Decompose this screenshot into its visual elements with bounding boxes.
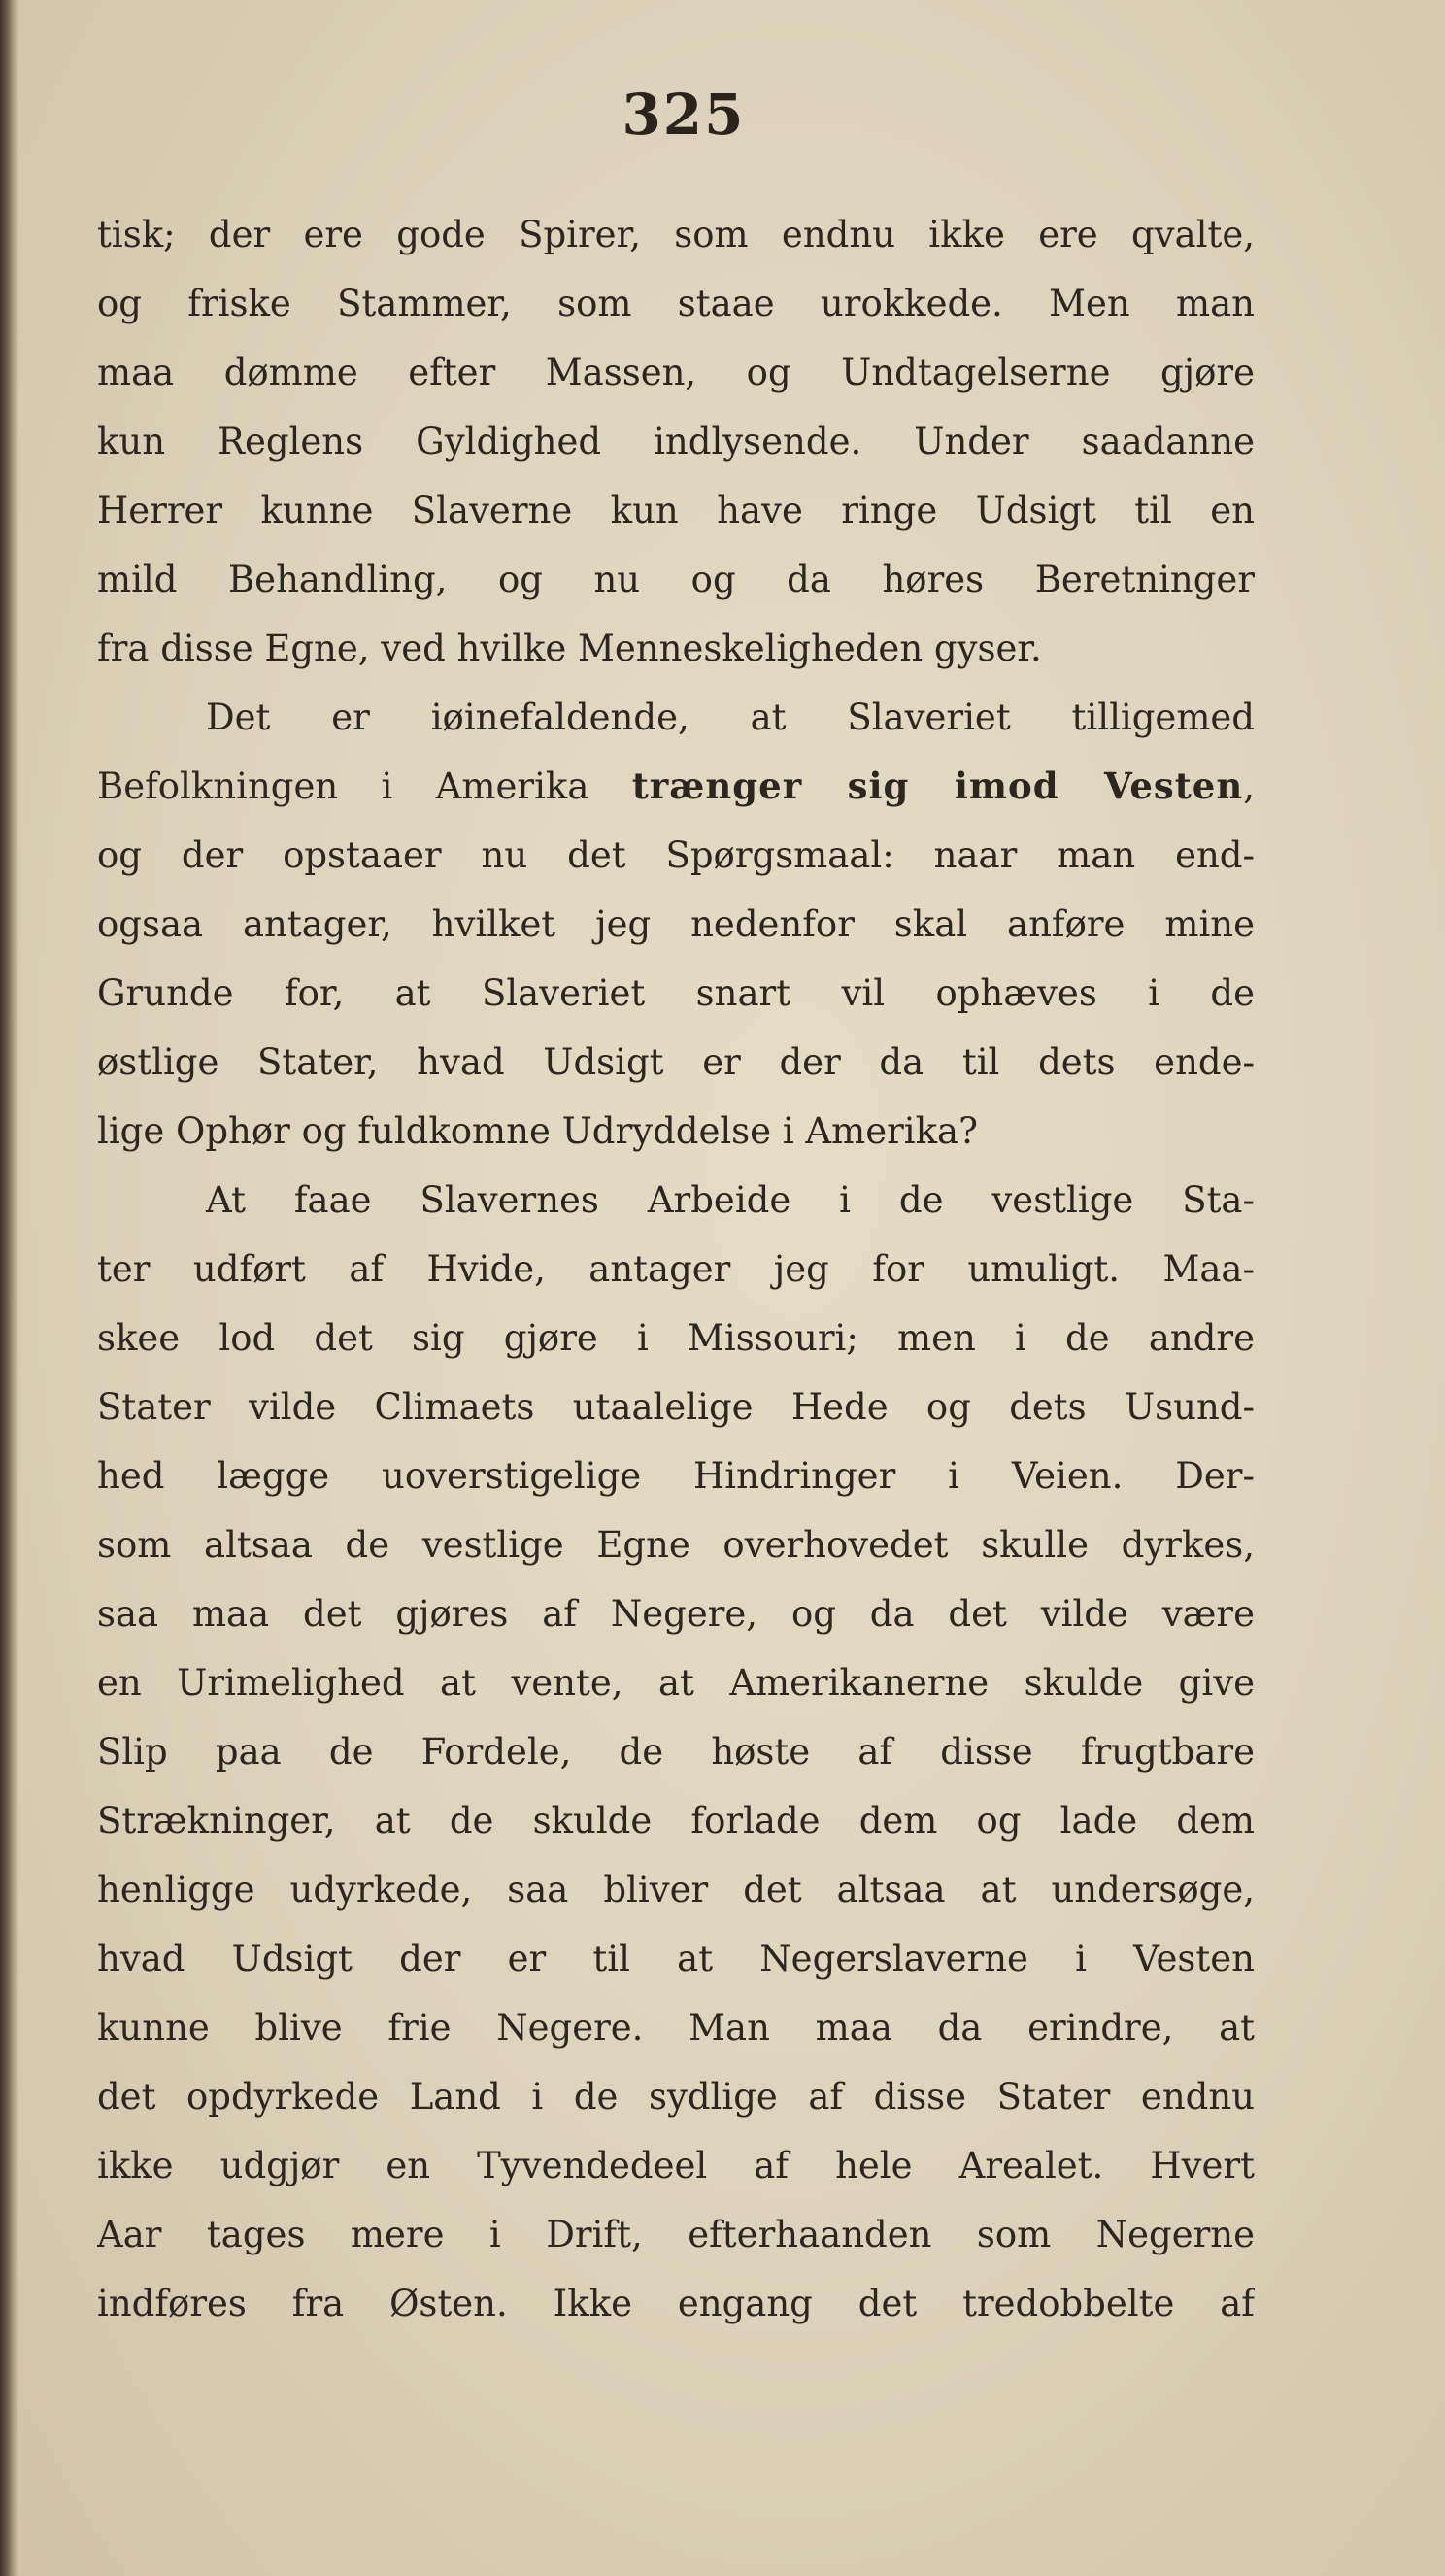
- text-line: hed lægge uoverstigelige Hindringer i Veien. Der-: [97, 1455, 1255, 1497]
- paragraph-start-line: Det er iøinefaldende, at Slaveriet tilligemed: [206, 696, 1255, 738]
- paragraph-end-line: fra disse Egne, ved hvilke Menneskeligheden gyser.: [97, 627, 1042, 669]
- line-text-before: Befolkningen i Amerika: [97, 765, 632, 807]
- text-line: Stater vilde Climaets utaalelige Hede og dets Usund-: [97, 1386, 1255, 1428]
- line-text-after: ,: [1243, 765, 1255, 807]
- text-line: og friske Stammer, som staae urokkede. Men man: [97, 283, 1255, 324]
- text-line: skee lod det sig gjøre i Missouri; men i de andre: [97, 1317, 1255, 1359]
- text-line: hvad Udsigt der er til at Negerslaverne i Vesten: [97, 1938, 1255, 1980]
- text-line: mild Behandling, og nu og da høres Beretninger: [97, 559, 1255, 600]
- text-line: tisk; der ere gode Spirer, som endnu ikke ere qvalte,: [97, 214, 1255, 255]
- text-line: kunne blive frie Negere. Man maa da erindre, at: [97, 2007, 1255, 2049]
- text-line: som altsaa de vestlige Egne overhovedet skulle dyrkes,: [97, 1524, 1255, 1566]
- text-line: det opdyrkede Land i de sydlige af disse Stater endnu: [97, 2076, 1255, 2118]
- text-line: ogsaa antager, hvilket jeg nedenfor skal anføre mine: [97, 903, 1255, 945]
- text-line: henligge udyrkede, saa bliver det altsaa at undersøge,: [97, 1869, 1255, 1911]
- text-line: ikke udgjør en Tyvendedeel af hele Arealet. Hvert: [97, 2145, 1255, 2186]
- text-line: indføres fra Østen. Ikke engang det tredobbelte af: [97, 2283, 1255, 2324]
- text-line: en Urimelighed at vente, at Amerikanerne skulde give: [97, 1662, 1255, 1704]
- text-line: maa dømme efter Massen, og Undtagelserne gjøre: [97, 352, 1255, 393]
- text-line: Grunde for, at Slaveriet snart vil ophæves i de: [97, 972, 1255, 1014]
- text-line: kun Reglens Gyldighed indlysende. Under saadanne: [97, 421, 1255, 462]
- text-line: Strækninger, at de skulde forlade dem og lade dem: [97, 1800, 1255, 1842]
- paragraph-end-line: lige Ophør og fuldkomne Udryddelse i Amerika?: [97, 1110, 978, 1152]
- text-line: ter udført af Hvide, antager jeg for umuligt. Maa-: [97, 1248, 1255, 1290]
- body-text: [97, 200, 1255, 2338]
- page-binding-edge: [0, 0, 19, 2576]
- text-line: Aar tages mere i Drift, efterhaanden som Negerne: [97, 2214, 1255, 2255]
- page-number: 325: [622, 82, 746, 148]
- text-line: østlige Stater, hvad Udsigt er der da til dets ende-: [97, 1041, 1255, 1083]
- text-line: Herrer kunne Slaverne kun have ringe Udsigt til en: [97, 490, 1255, 531]
- text-line: Slip paa de Fordele, de høste af disse frugtbare: [97, 1731, 1255, 1773]
- emphasized-text: trænger sig imod Vesten: [631, 764, 1244, 807]
- text-line: og der opstaaer nu det Spørgsmaal: naar man end-: [97, 834, 1255, 876]
- text-line-with-emphasis: [97, 752, 1255, 821]
- text-line: saa maa det gjøres af Negere, og da det vilde være: [97, 1593, 1255, 1635]
- paragraph-start-line: At faae Slavernes Arbeide i de vestlige Sta-: [206, 1179, 1255, 1221]
